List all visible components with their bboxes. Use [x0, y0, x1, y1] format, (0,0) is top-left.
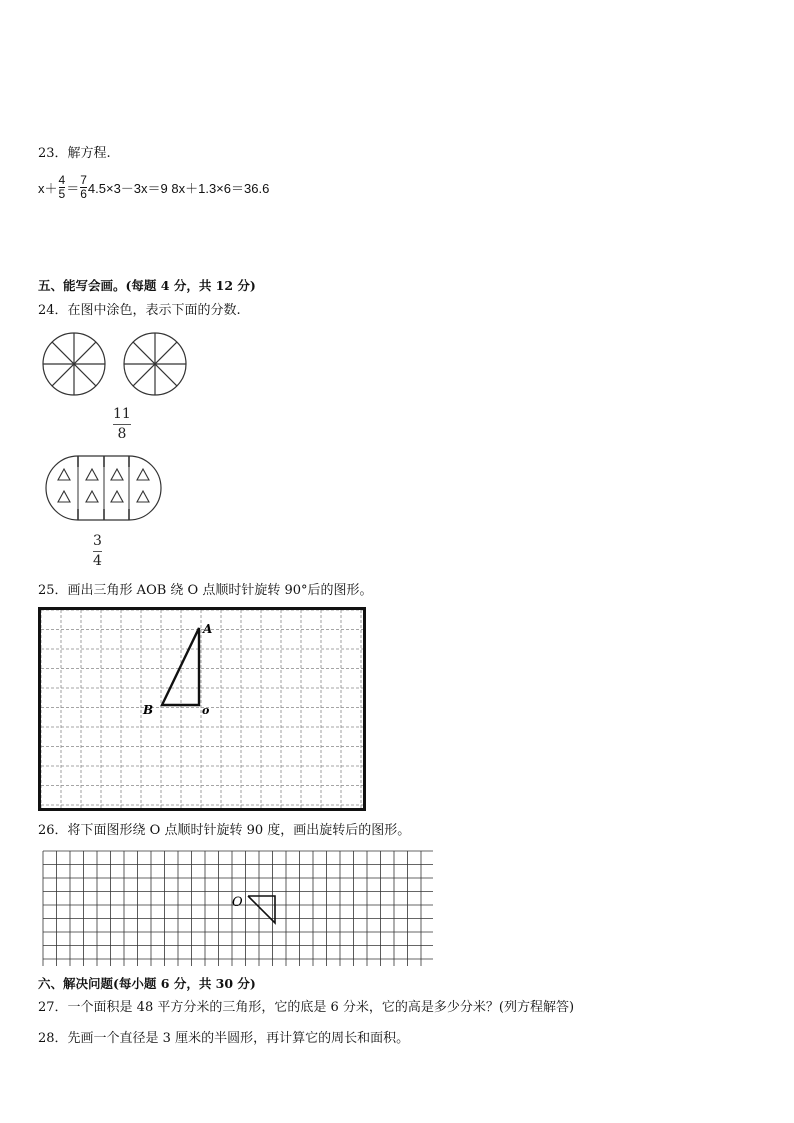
- question-24-label: 24．在图中涂色，表示下面的分数.: [38, 303, 241, 318]
- fraction-7-6: [80, 174, 87, 201]
- eq-rest: 4.5×3－3x＝9 8x＋1.3×6＝36.6: [87, 181, 270, 196]
- question-26-label: 26．将下面图形绕 O 点顺时针旋转 90 度，画出旋转后的图形。: [38, 823, 411, 838]
- fraction-3-4: [93, 533, 102, 570]
- circle-eighths-2: [124, 333, 186, 395]
- rotation-grid-25: [38, 607, 368, 812]
- fraction-numerator: 11: [113, 406, 131, 422]
- stadium-quarters-shape: [47, 455, 161, 521]
- right-triangle-shape: [248, 896, 275, 923]
- question-23-equations: [38, 174, 269, 201]
- fraction-11-8: [113, 406, 131, 443]
- question-23-label: 23．解方程.: [38, 146, 111, 161]
- point-b-label: B: [143, 703, 154, 717]
- fraction-denominator: 6: [80, 187, 87, 201]
- triangle-aob: [162, 628, 199, 705]
- section-5-title: 五、能写会画。(每题 4 分，共 12 分): [38, 278, 256, 293]
- eq-equals: ＝: [66, 181, 80, 196]
- question-27-label: 27．一个面积是 48 平方分米的三角形，它的底是 6 分米，它的高是多少分米？(列方程解答): [38, 1000, 575, 1015]
- circle-eighths-1: [43, 333, 105, 395]
- fraction-denominator: 8: [117, 426, 127, 442]
- fraction-numerator: 3: [93, 533, 102, 549]
- question-28-label: 28．先画一个直径是 3 厘米的半圆形，再计算它的周长和面积。: [38, 1031, 410, 1046]
- rotation-grid-26: [42, 850, 434, 967]
- fraction-numerator: 7: [80, 173, 87, 187]
- eq-part-a: x＋: [38, 181, 58, 196]
- section-6-title: 六、解决问题(每小题 6 分，共 30 分): [38, 976, 256, 991]
- question-25-label: 25．画出三角形 AOB 绕 O 点顺时针旋转 90°后的图形。: [38, 583, 373, 598]
- eighths-circles: [42, 332, 192, 396]
- point-a-label: A: [203, 622, 213, 636]
- fraction-numerator: 4: [58, 173, 66, 187]
- point-o-label: o: [202, 704, 210, 717]
- point-o-label: O: [232, 895, 243, 910]
- fraction-denominator: 4: [93, 553, 102, 569]
- fraction-4-5: [59, 174, 66, 201]
- fraction-denominator: 5: [58, 187, 66, 201]
